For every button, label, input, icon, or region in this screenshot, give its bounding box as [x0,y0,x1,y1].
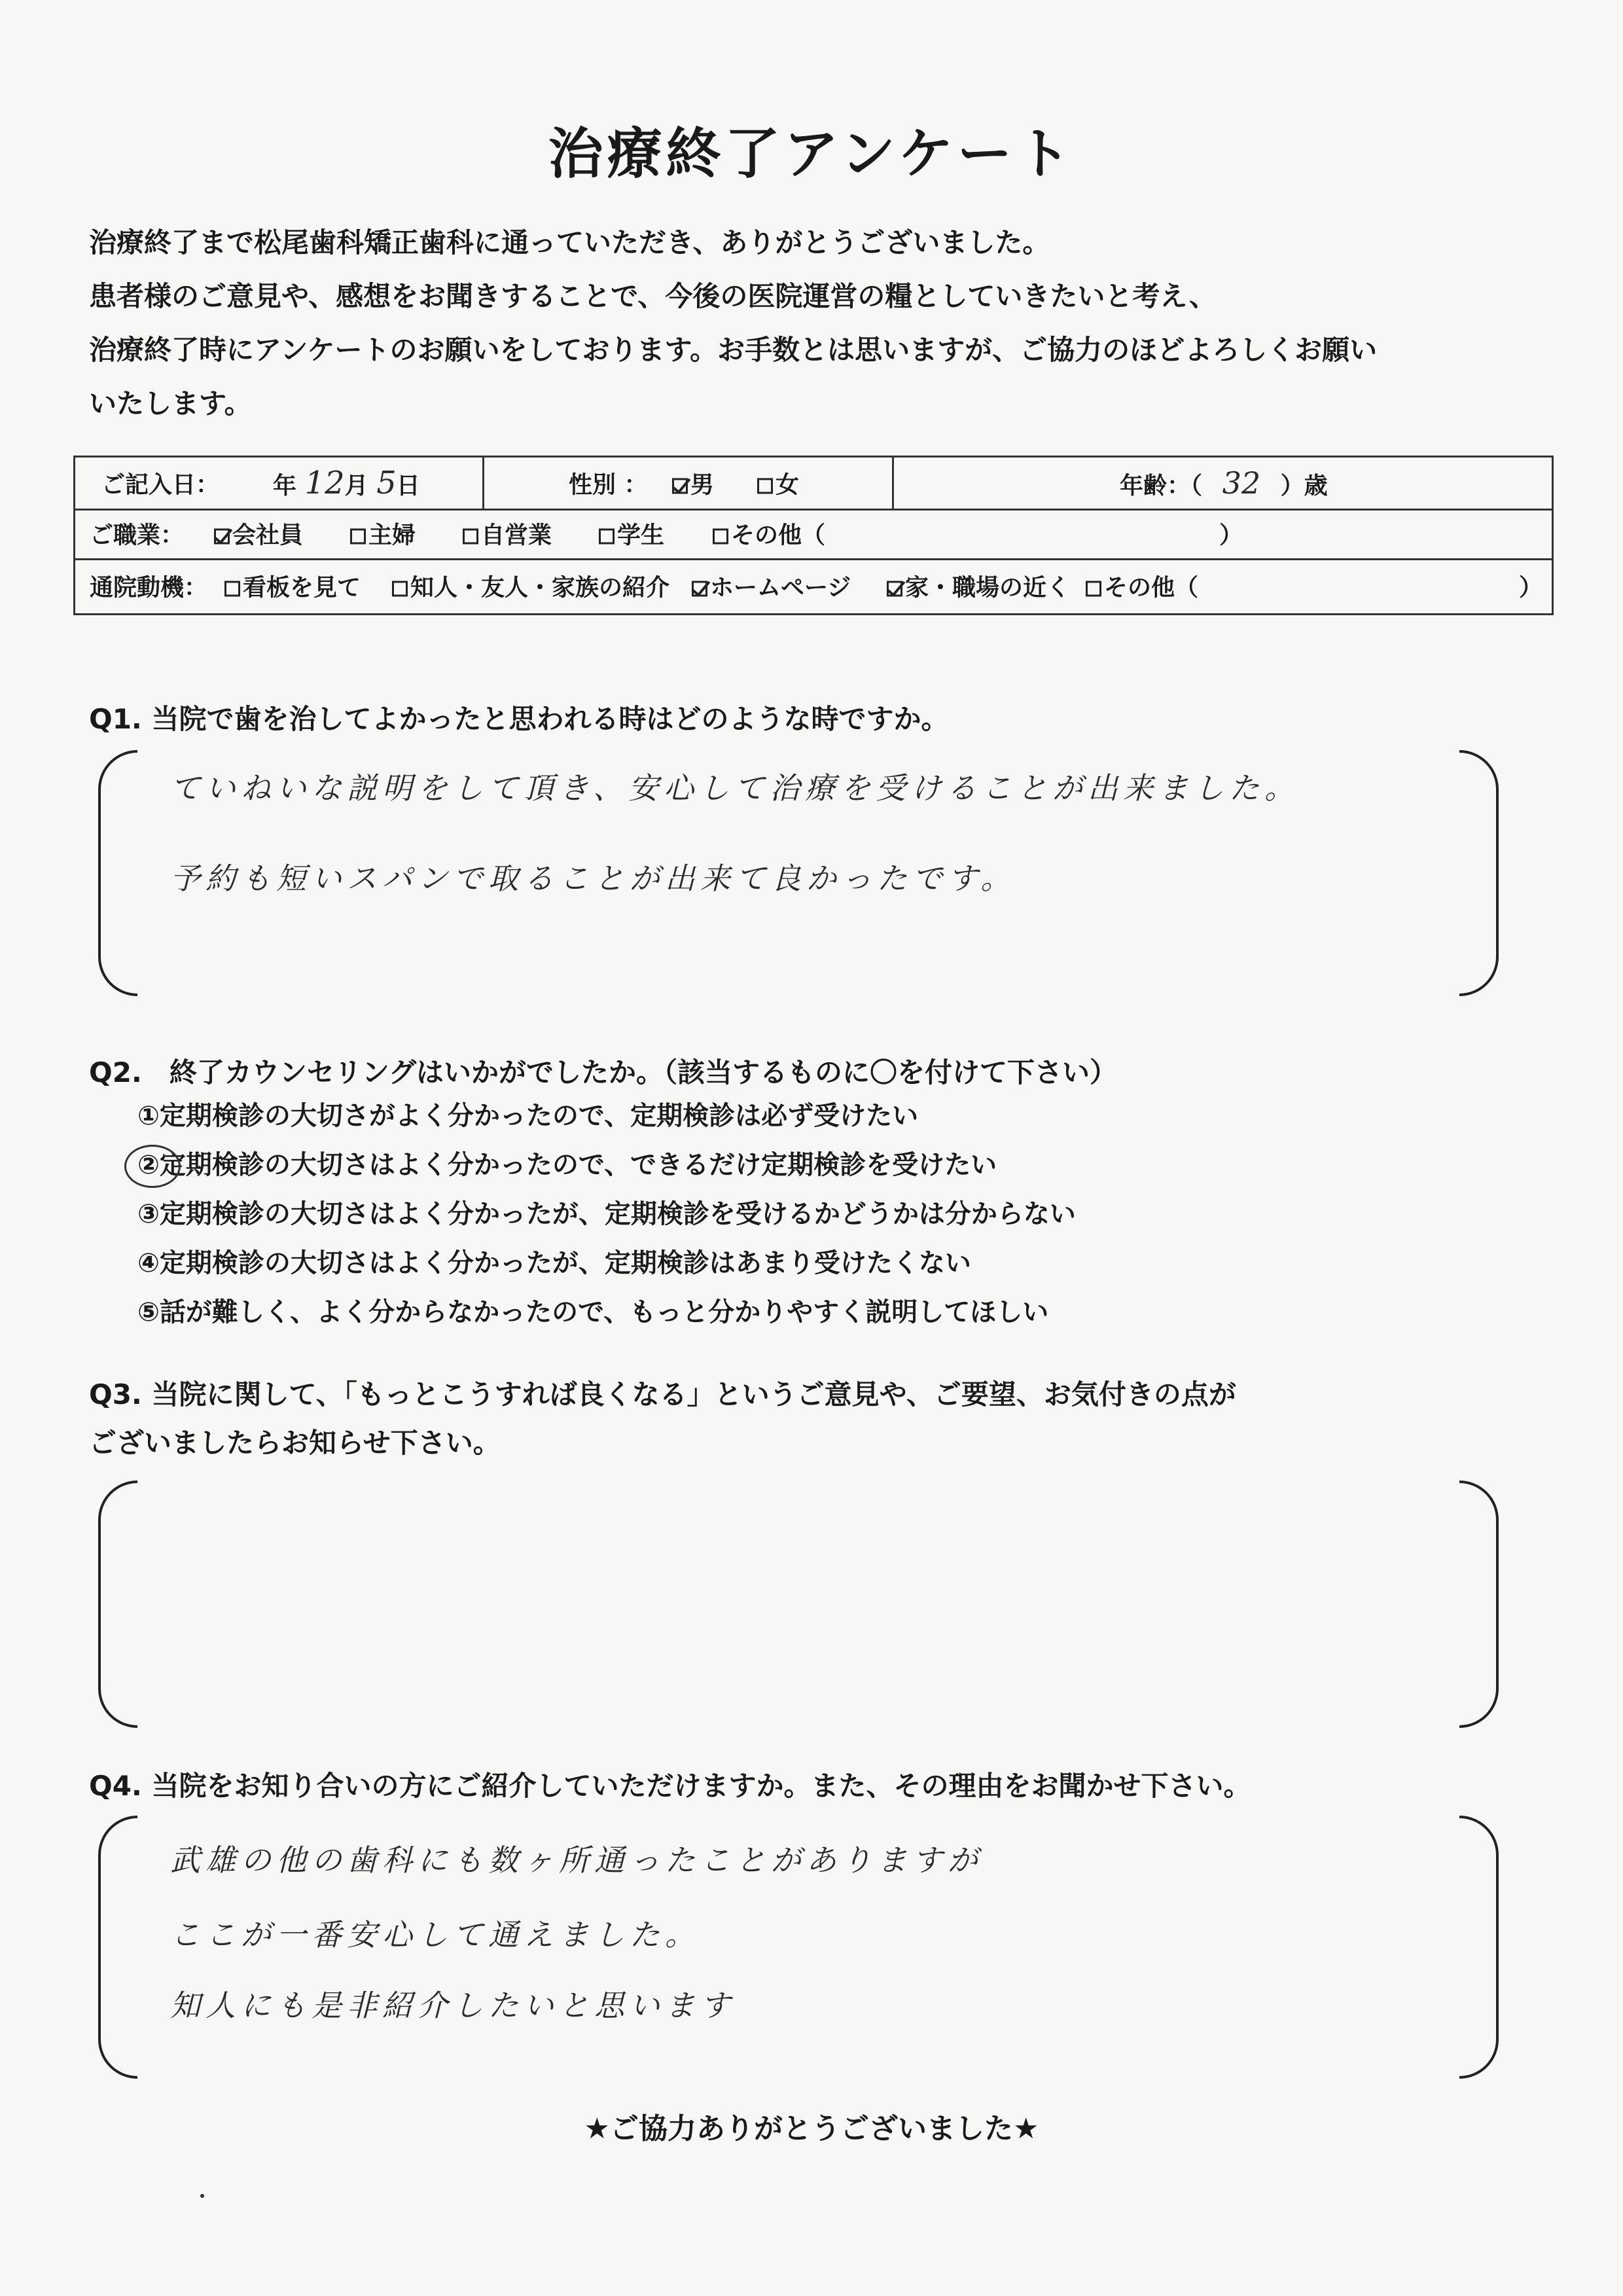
stray-dot [200,2194,204,2198]
occupation-option[interactable] [214,517,303,550]
occupation-option-label: その他（ [731,522,826,549]
motive-option-label: ホームページ [710,574,851,601]
q2-option-label: ①定期検診の大切さがよく分かったので、定期検診は必ず受けたい [137,1101,919,1131]
q2-question: Q2. 終了カウンセリングはいかがでしたか。（該当するものに〇を付けて下さい） [89,1056,1118,1088]
q1-answer-box[interactable] [98,750,1499,996]
gender-female-option[interactable] [757,467,799,500]
motive-option[interactable] [887,569,1070,603]
q4-answer-box[interactable] [98,1816,1499,2079]
occupation-option-label: 主婦 [368,522,416,549]
q2-option-label: ③定期検診の大切さはよく分かったが、定期検診を受けるかどうかは分からない [137,1199,1076,1229]
bracket-right [1459,750,1499,996]
day-value: 5 [376,465,397,501]
q2-option[interactable] [137,1092,1076,1141]
q1-answer-line: 予約も短いスパンで取ることが出来て良かったです。 [170,861,1016,896]
gender-male-option[interactable] [672,467,714,500]
q4-answer-line: 武雄の他の歯科にも数ヶ所通ったことがありますが [170,1842,983,1878]
motive-option-label: 家・職場の近く [905,574,1071,601]
date-label: ご記入日： [101,471,220,499]
motive-option[interactable] [1086,569,1198,603]
motive-close: ） [1519,574,1543,601]
intro-line: いたします。 [89,387,252,420]
occupation-label: ご職業： [90,522,185,549]
checkbox-icon[interactable] [224,581,240,597]
q3-answer-box[interactable] [98,1480,1499,1728]
checkbox-icon[interactable] [599,529,615,545]
q2-option-label: ⑤話が難しく、よく分からなかったので、もっと分かりやすく説明してほしい [137,1297,1049,1327]
q4-question: Q4. 当院をお知り合いの方にご紹介していただけますか。また、その理由をお聞かせ下さい。 [89,1770,1251,1802]
info-row-date [75,457,1552,511]
motive-option[interactable] [392,569,669,603]
motive-option[interactable] [224,569,361,603]
intro-line: 患者様のご意見や、感想をお聞きすることで、今後の医院運営の糧としていきたいと考え、 [89,280,1217,312]
checkbox-icon[interactable] [392,581,408,597]
year-label: 年 [273,473,297,499]
page-title: 治療終了アンケート [548,122,1075,186]
q2-option[interactable] [137,1239,1076,1288]
motive-option-label: その他（ [1104,574,1199,601]
q2-option[interactable] [137,1288,1076,1337]
intro-line: 治療終了まで松尾歯科矯正歯科に通っていただき、ありがとうございました。 [89,226,1050,259]
occupation-option[interactable] [713,517,825,550]
q1-question: Q1. 当院で歯を治してよかったと思われる時はどのような時ですか。 [89,703,949,735]
checkbox-icon[interactable] [1086,581,1101,597]
footer-thanks: ★ご協力ありがとうございました★ [584,2112,1039,2145]
bracket-right [1459,1816,1499,2079]
occupation-option-label: 学生 [617,522,665,549]
q2-option-label: ②定期検診の大切さはよく分かったので、できるだけ定期検診を受けたい [137,1150,997,1180]
q2-option-label: ④定期検診の大切さはよく分かったが、定期検診はあまり受けたくない [137,1248,971,1278]
q4-answer-line: ここが一番安心して通えました。 [170,1917,700,1952]
q3-question-cont: ございましたらお知らせ下さい。 [89,1427,501,1459]
checkbox-checked-icon[interactable] [214,529,230,545]
checkbox-checked-icon[interactable] [887,581,902,597]
checkbox-checked-icon[interactable] [692,581,707,597]
bracket-left [98,1816,137,2079]
motive-option-label: 看板を見て [243,574,361,601]
age-label: 年齢：（ [1120,473,1203,499]
checkbox-icon[interactable] [713,529,728,545]
motive-option[interactable] [692,569,851,603]
circled-selection-icon [124,1145,181,1188]
month-label: 月 [344,473,368,499]
gender-female-label: 女 [776,471,800,499]
divider [892,457,894,509]
divider [482,457,484,509]
info-row-occupation [75,509,1552,560]
checkbox-icon[interactable] [463,529,478,545]
q1-answer-line: ていねいな説明をして頂き、安心して治療を受けることが出来ました。 [170,770,1300,806]
occupation-option-label: 自営業 [481,522,552,549]
bracket-left [98,1480,137,1728]
occupation-close: ） [1219,522,1243,549]
intro-line: 治療終了時にアンケートのお願いをしております。お手数とは思いますが、ご協力のほどよろしくお願い [89,334,1378,366]
info-row-motive [75,558,1552,613]
checkbox-checked-icon[interactable] [672,478,688,494]
q3-question: Q3. 当院に関して、「もっとこうすれば良くなる」というご意見や、ご要望、お気付きの点が [89,1378,1236,1410]
age-field[interactable] [1120,465,1328,501]
checkbox-icon[interactable] [757,478,773,494]
motive-label: 通院動機： [90,574,208,601]
age-value: 32 [1222,465,1261,501]
day-label: 日 [396,473,420,499]
occupation-option[interactable] [599,517,664,550]
occupation-option[interactable] [463,517,552,550]
q2-options [137,1092,1076,1337]
checkbox-icon[interactable] [350,529,366,545]
month-value: 12 [304,465,345,501]
intro-text [89,216,1529,431]
bracket-right [1459,1480,1499,1728]
gender-label: 性別 ： [569,471,648,499]
q2-option[interactable] [137,1190,1076,1239]
date-value[interactable] [273,465,420,501]
q2-option-selected[interactable] [137,1141,1076,1190]
occupation-option-label: 会社員 [232,522,304,549]
motive-option-label: 知人・友人・家族の紹介 [410,574,670,601]
occupation-option[interactable] [350,517,416,550]
info-table [73,456,1554,615]
age-suffix: ）歳 [1280,473,1328,499]
gender-male-label: 男 [690,471,715,499]
bracket-left [98,750,137,996]
q4-answer-line: 知人にも是非紹介したいと思います [170,1988,736,2023]
